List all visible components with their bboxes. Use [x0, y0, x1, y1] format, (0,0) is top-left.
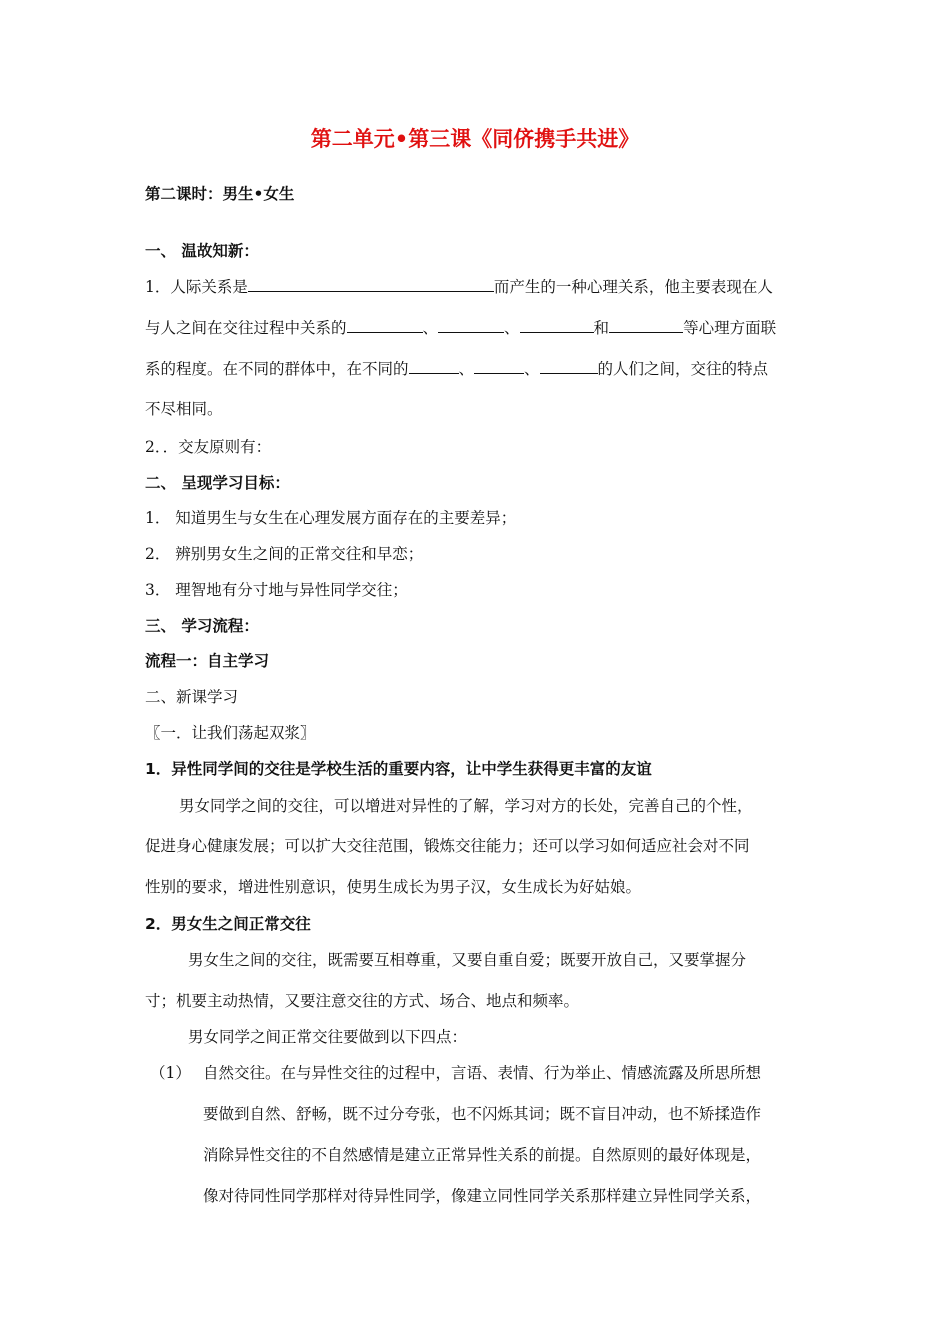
- paragraph-line: 男女同学之间正常交往要做到以下四点：: [188, 1028, 468, 1046]
- point1-heading: 1．异性同学间的交往是学校生活的重要内容，让中学生获得更丰富的友谊: [145, 760, 652, 778]
- paragraph-line: 男女同学之间的交往，可以增进对异性的了解，学习对方的长处，完善自己的个性，: [179, 797, 753, 815]
- paragraph-line: 要做到自然、舒畅，既不过分夸张，也不闪烁其词；既不盲目冲动，也不矫揉造作: [203, 1105, 762, 1123]
- q2-text: 2．．交友原则有：: [145, 438, 272, 456]
- q1-line3-end: 的人们之间，交往的特点: [597, 360, 769, 378]
- q1-line2-end: 等心理方面联: [683, 319, 777, 337]
- separator: 、: [504, 319, 520, 337]
- answer-blank[interactable]: [438, 317, 504, 333]
- paragraph-line: 男女生之间的交往，既需要互相尊重，又要自重自爱；既要开放自己，又要掌握分: [188, 951, 747, 969]
- item-number: （1）: [150, 1064, 191, 1082]
- q1-line2-start: 与人之间在交往过程中关系的: [145, 319, 347, 337]
- goal-item: 1． 知道男生与女生在心理发展方面存在的主要差异；: [145, 509, 517, 527]
- paragraph-line: 消除异性交往的不自然感情是建立正常异性关系的前提。自然原则的最好体现是，: [203, 1146, 762, 1164]
- paragraph-line: 寸；机要主动热情，又要注意交往的方式、场合、地点和频率。: [145, 992, 580, 1010]
- answer-blank[interactable]: [540, 358, 598, 374]
- document-title: 第二单元•第三课《同侪携手共进》: [310, 127, 640, 151]
- answer-blank[interactable]: [609, 317, 683, 333]
- q1-line1-end: 而产生的一种心理关系，他主要表现在人: [493, 278, 773, 296]
- paragraph-line: 像对待同性同学那样对待异性同学，像建立同性同学关系那样建立异性同学关系，: [203, 1187, 762, 1205]
- q1-line2: [145, 317, 807, 338]
- goal-item: 2． 辨别男女生之间的正常交往和早恋；: [145, 545, 424, 563]
- q1-line3: [145, 358, 807, 379]
- separator: 、: [524, 360, 540, 378]
- section2-heading: 二、 呈现学习目标：: [145, 474, 290, 492]
- separator: 、: [422, 319, 439, 337]
- q1-line1: [145, 276, 807, 297]
- new-lesson-label: 二、新课学习: [145, 688, 239, 706]
- answer-blank[interactable]: [347, 317, 423, 333]
- point2-heading: 2．男女生之间正常交往: [145, 915, 311, 933]
- subsection-title: 〖一．让我们荡起双浆〗: [145, 724, 316, 742]
- conjunction: 和: [593, 319, 610, 337]
- section1-heading: 一、 温故知新：: [145, 242, 259, 260]
- paragraph-line: 性别的要求，增进性别意识，使男生成长为男子汉，女生成长为好姑娘。: [145, 878, 642, 896]
- answer-blank[interactable]: [520, 317, 594, 333]
- flow1-heading: 流程一：自主学习: [145, 652, 270, 670]
- answer-blank[interactable]: [409, 358, 459, 374]
- paragraph-line: 自然交往。在与异性交往的过程中，言语、表情、行为举止、情感流露及所思所想: [203, 1064, 762, 1082]
- goal-item: 3． 理智地有分寸地与异性同学交往；: [145, 581, 408, 599]
- section3-heading: 三、 学习流程：: [145, 617, 259, 635]
- q1-line3-start: 系的程度。在不同的群体中，在不同的: [145, 360, 409, 378]
- separator: 、: [458, 360, 475, 378]
- paragraph-line: 促进身心健康发展；可以扩大交往范围，锻炼交往能力；还可以学习如何适应社会对不同: [145, 837, 750, 855]
- q1-line4: 不尽相同。: [145, 400, 223, 418]
- lesson-subtitle: 第二课时：男生•女生: [145, 185, 295, 203]
- answer-blank[interactable]: [248, 276, 494, 292]
- q1-prefix: 1．人际关系是: [145, 278, 248, 296]
- answer-blank[interactable]: [474, 358, 524, 374]
